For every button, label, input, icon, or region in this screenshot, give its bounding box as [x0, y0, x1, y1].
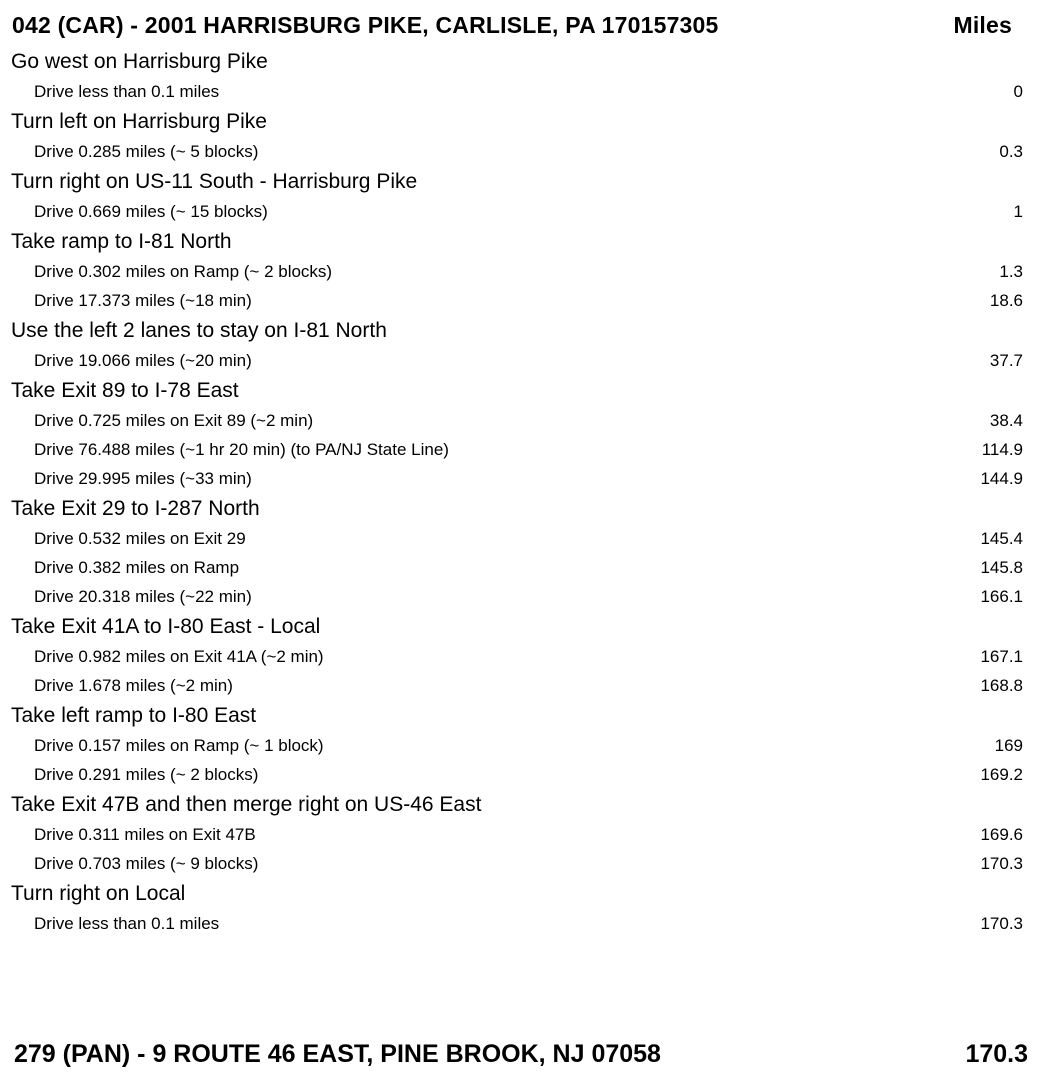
cumulative-miles: 169.2	[980, 765, 1023, 784]
cumulative-miles: 169	[994, 736, 1023, 755]
drive-row	[0, 582, 1040, 611]
destination-address: 279 (PAN) - 9 ROUTE 46 EAST, PINE BROOK, NJ 07058	[14, 1040, 661, 1068]
miles-column-header: Miles	[953, 12, 1012, 38]
cumulative-miles: 170.3	[980, 854, 1023, 873]
drive-description: Drive 0.311 miles on Exit 47B	[34, 825, 256, 844]
drive-row	[0, 909, 1040, 938]
step-instruction: Go west on Harrisburg Pike	[11, 50, 268, 73]
origin-address: 042 (CAR) - 2001 HARRISBURG PIKE, CARLISLE, PA 170157305	[12, 12, 719, 38]
cumulative-miles: 1.3	[999, 262, 1023, 281]
drive-description: Drive 0.669 miles (~ 15 blocks)	[34, 202, 268, 221]
cumulative-miles: 145.8	[980, 558, 1023, 577]
drive-description: Drive 1.678 miles (~2 min)	[34, 676, 233, 695]
route-footer	[14, 1036, 1028, 1076]
drive-row	[0, 524, 1040, 553]
step-instruction: Take left ramp to I-80 East	[11, 704, 257, 727]
drive-description: Drive 29.995 miles (~33 min)	[34, 469, 252, 488]
step-instruction: Take Exit 29 to I-287 North	[11, 497, 260, 520]
drive-row	[0, 553, 1040, 582]
drive-row	[0, 137, 1040, 166]
drive-description: Drive 20.318 miles (~22 min)	[34, 587, 252, 606]
drive-description: Drive 17.373 miles (~18 min)	[34, 291, 252, 310]
drive-description: Drive 0.982 miles on Exit 41A (~2 min)	[34, 647, 324, 666]
drive-description: Drive 0.291 miles (~ 2 blocks)	[34, 765, 259, 784]
drive-description: Drive 76.488 miles (~1 hr 20 min) (to PA/NJ State Line)	[34, 440, 449, 459]
drive-description: Drive less than 0.1 miles	[34, 82, 220, 101]
drive-description: Drive 0.703 miles (~ 9 blocks)	[34, 854, 259, 873]
drive-row	[0, 731, 1040, 760]
step-instruction: Take Exit 47B and then merge right on US-46 East	[11, 793, 482, 816]
drive-row	[0, 464, 1040, 493]
drive-row	[0, 197, 1040, 226]
drive-row	[0, 760, 1040, 789]
drive-description: Drive 0.382 miles on Ramp	[34, 558, 240, 577]
drive-row	[0, 435, 1040, 464]
route-header	[12, 8, 1012, 42]
drive-row	[0, 406, 1040, 435]
cumulative-miles: 166.1	[980, 587, 1023, 606]
drive-description: Drive 0.725 miles on Exit 89 (~2 min)	[34, 411, 314, 430]
total-miles: 170.3	[965, 1040, 1028, 1068]
cumulative-miles: 38.4	[989, 411, 1023, 430]
cumulative-miles: 1	[1013, 202, 1023, 221]
step-instruction: Use the left 2 lanes to stay on I-81 North	[11, 319, 387, 342]
drive-row	[0, 286, 1040, 315]
cumulative-miles: 170.3	[980, 914, 1023, 933]
cumulative-miles: 37.7	[989, 351, 1023, 370]
cumulative-miles: 169.6	[980, 825, 1023, 844]
drive-description: Drive less than 0.1 miles	[34, 914, 220, 933]
drive-description: Drive 19.066 miles (~20 min)	[34, 351, 252, 370]
drive-row	[0, 820, 1040, 849]
step-instruction: Take ramp to I-81 North	[11, 230, 232, 253]
drive-row	[0, 849, 1040, 878]
drive-row	[0, 671, 1040, 700]
cumulative-miles: 0	[1013, 82, 1023, 101]
cumulative-miles: 114.9	[981, 440, 1023, 459]
cumulative-miles: 145.4	[980, 529, 1023, 548]
cumulative-miles: 144.9	[980, 469, 1023, 488]
drive-description: Drive 0.157 miles on Ramp (~ 1 block)	[34, 736, 324, 755]
step-instruction: Take Exit 89 to I-78 East	[11, 379, 239, 402]
step-instruction: Turn right on US-11 South - Harrisburg Pike	[11, 170, 418, 193]
cumulative-miles: 167.1	[980, 647, 1023, 666]
step-instruction: Turn left on Harrisburg Pike	[11, 110, 267, 133]
drive-row	[0, 257, 1040, 286]
drive-description: Drive 0.532 miles on Exit 29	[34, 529, 246, 548]
step-instruction: Take Exit 41A to I-80 East - Local	[11, 615, 321, 638]
drive-row	[0, 642, 1040, 671]
step-instruction: Turn right on Local	[11, 882, 186, 905]
drive-description: Drive 0.285 miles (~ 5 blocks)	[34, 142, 259, 161]
cumulative-miles: 0.3	[999, 142, 1023, 161]
drive-description: Drive 0.302 miles on Ramp (~ 2 blocks)	[34, 262, 333, 281]
drive-row	[0, 77, 1040, 106]
directions-list	[0, 46, 1040, 938]
drive-row	[0, 346, 1040, 375]
cumulative-miles: 168.8	[980, 676, 1023, 695]
cumulative-miles: 18.6	[989, 291, 1023, 310]
